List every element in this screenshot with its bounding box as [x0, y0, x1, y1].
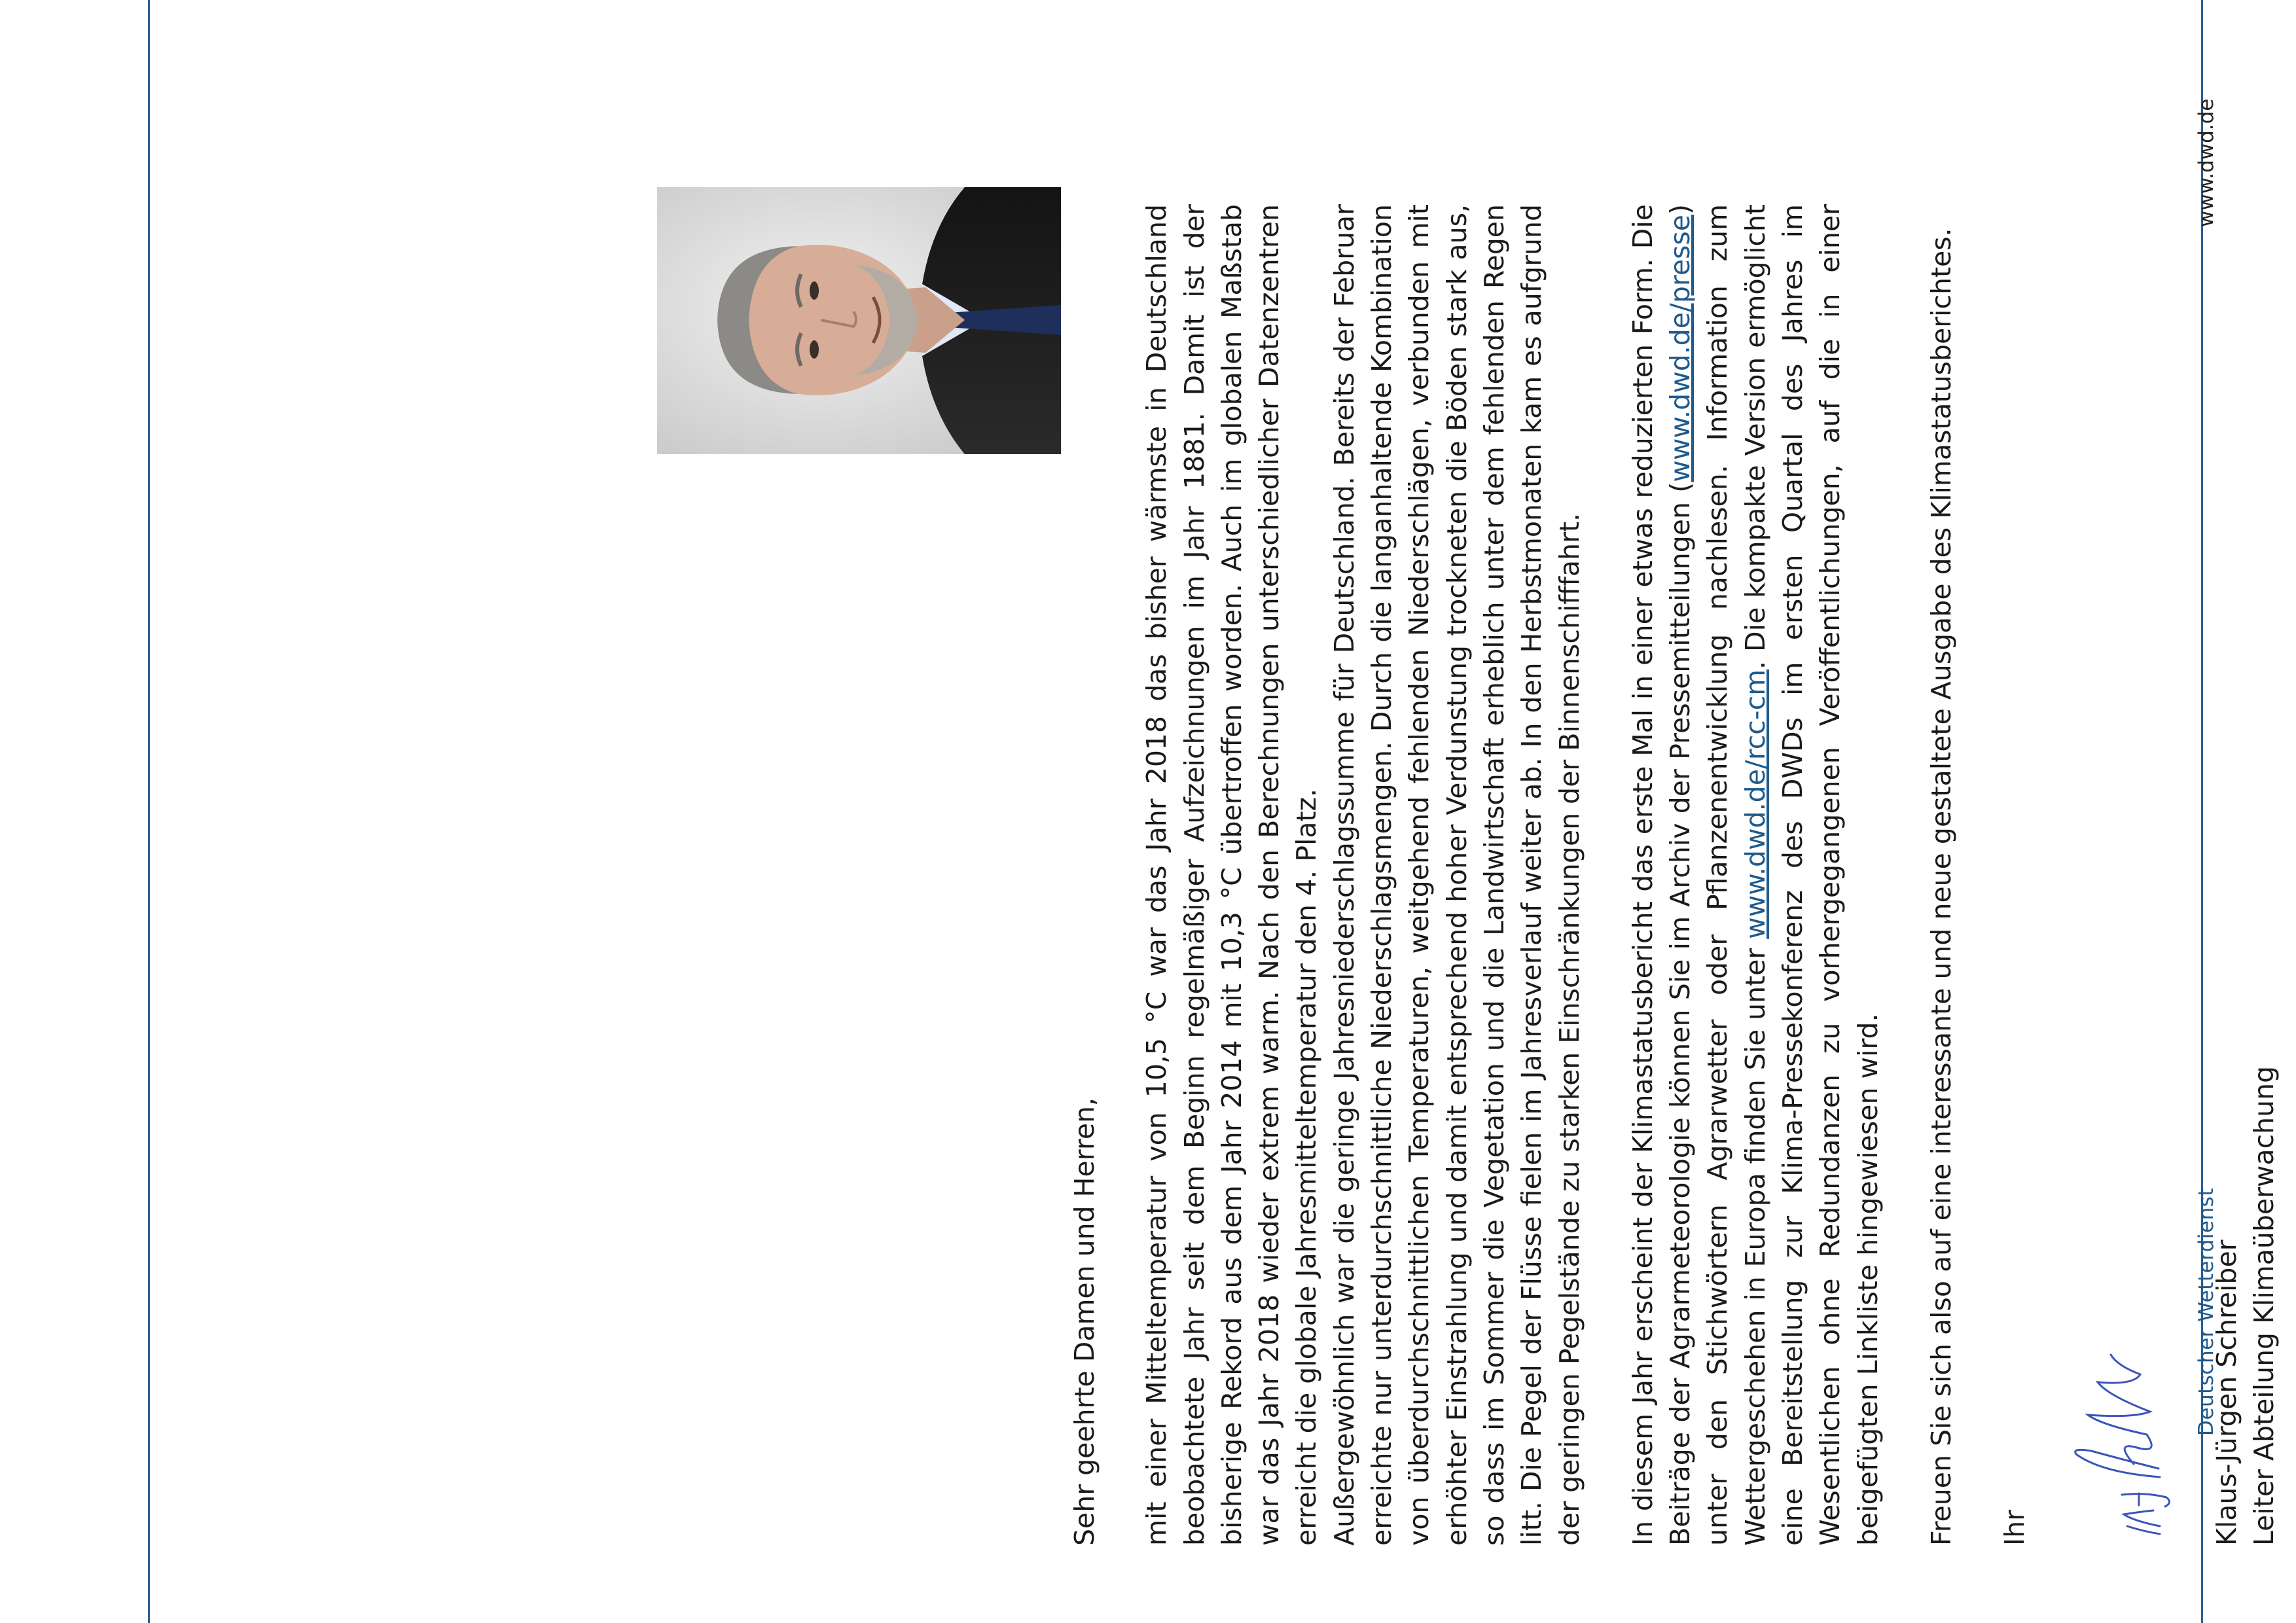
paragraph-report-text-2: ) unter den Stichwörtern Agrarwetter oder Pflanzenentwicklung nachlesen. Information zum Wettergeschehen in Europa finden Sie unter: [1664, 204, 1771, 1546]
handwritten-signature: [2062, 1349, 2173, 1546]
closing: Ihr: [1999, 1510, 2031, 1546]
paragraph-precipitation: Außergewöhnlich war die geringe Jahresniederschlagssumme für Deutschland. Bereits der Februar erreichte nur unterdurchschnittliche Niederschlagsmengen. Durch die langanhaltende Kombination von überdurchschnittlichen Temperaturen, weitgehend fehlenden Niederschlägen, verbunden mit erhöhter Einstrahlung und damit entsprechend hoher Verdunstung trockneten die Böden stark aus, so dass im Sommer die Vegetation und die Landwirtschaft erheblich unter dem fehlenden Regen litt. Die Pegel der Flüsse fielen im Jahresverlauf weiter ab. In den Herbstmonaten kam es aufgrund der geringen Pegelstände zu starken Einschränkungen der Binnenschifffahrt.: [1328, 204, 1585, 1546]
letter-body: [1066, 204, 2283, 1546]
salutation: Sehr geehrte Damen und Herren,: [1069, 1097, 1100, 1546]
paragraph-report-format: [1624, 204, 1887, 1546]
signer-title: Leiter Abteilung Klimaüberwachung: [2248, 1065, 2280, 1546]
paragraph-report-text-1: In diesem Jahr erscheint der Klimastatusbericht das erste Mal in einer etwas reduzierten Form. Die Beiträge der Agrarmeteorologie können Sie im Archiv der Pressemitteilungen (: [1626, 204, 1696, 1546]
link-presse[interactable]: www.dwd.de/presse: [1664, 215, 1696, 482]
portrait-photo: [657, 187, 1061, 454]
footer-brand: Deutscher Wetterdienst: [2195, 1187, 2218, 1436]
paragraph-temperature: mit einer Mitteltemperatur von 10,5 °C war das Jahr 2018 das bisher wärmste in Deutschland beobachtete Jahr seit dem Beginn regelmäßiger Aufzeichnungen im Jahr 1881. Damit ist der bisherige Rekord aus dem Jahr 2014 mit 10,3 °C übertroffen worden. Auch im globalen Maßstab war das Jahr 2018 wieder extrem warm. Nach den Berechnungen unterschiedlicher Datenzentren erreicht die globale Jahresmitteltemperatur den 4. Platz.: [1141, 204, 1323, 1546]
paragraph-outlook: Freuen Sie sich also auf eine interessante und neue gestaltete Ausgabe des Klimastatusberichtes.: [1925, 228, 1957, 1546]
signer-name: Klaus-Jürgen Schreiber: [2210, 1240, 2242, 1546]
paragraph-climate-summary: [1138, 204, 1588, 1546]
link-rcc-cm[interactable]: www.dwd.de/rcc-cm: [1739, 669, 1771, 939]
footer-url[interactable]: www.dwd.de: [2195, 98, 2218, 227]
paragraph-report-text-3: . Die kompakte Version ermöglicht eine Bereitstellung zur Klima-Pressekonferenz des DWDs im ersten Quartal des Jahres im Wesentlichen ohne Redundanzen zu vorhergegangenen Veröffentlichungen, auf die in einer beigefügten Linkliste hingewiesen wird.: [1739, 204, 1884, 1546]
